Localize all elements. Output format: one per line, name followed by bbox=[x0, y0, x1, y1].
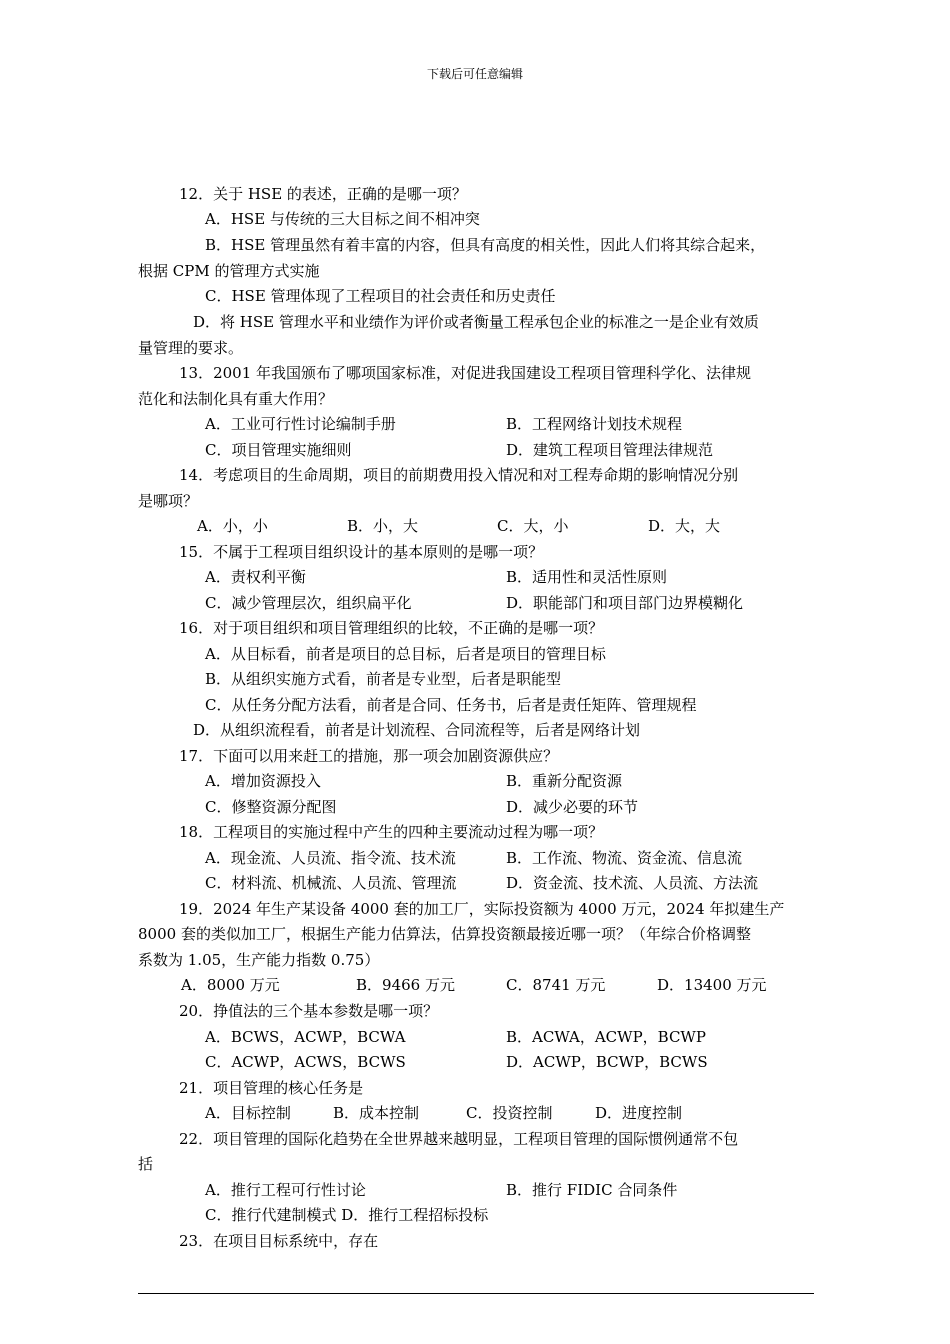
text-line: B．9466 万元 bbox=[356, 976, 455, 994]
text-line: D．建筑工程项目管理法律规范 bbox=[506, 441, 714, 459]
text-line: A．工业可行性讨论编制手册 bbox=[205, 415, 396, 433]
text-line: B．适用性和灵活性原则 bbox=[506, 568, 668, 586]
text-line: A．HSE 与传统的三大目标之间不相冲突 bbox=[205, 210, 480, 228]
text-line: D．ACWP，BCWP，BCWS bbox=[506, 1053, 708, 1071]
text-line: 量管理的要求。 bbox=[138, 339, 244, 357]
text-line: A．现金流、人员流、指令流、技术流 bbox=[205, 849, 456, 867]
text-line: 18．工程项目的实施过程中产生的四种主要流动过程为哪一项？ bbox=[179, 823, 604, 841]
text-line: D．资金流、技术流、人员流、方法流 bbox=[506, 874, 759, 892]
text-line: 括 bbox=[138, 1155, 154, 1173]
text-line: B．重新分配资源 bbox=[506, 772, 623, 790]
text-line: A．推行工程可行性讨论 bbox=[205, 1181, 366, 1199]
text-line: 12．关于 HSE 的表述，正确的是哪一项？ bbox=[179, 185, 467, 203]
text-line: A．从目标看，前者是项目的总目标，后者是项目的管理目标 bbox=[205, 645, 606, 663]
text-line: 22．项目管理的国际化趋势在全世界越来越明显，工程项目管理的国际惯例通常不包 bbox=[179, 1130, 739, 1148]
text-line: 根据 CPM 的管理方式实施 bbox=[138, 262, 320, 280]
text-line: C．材料流、机械流、人员流、管理流 bbox=[205, 874, 457, 892]
text-line: C．项目管理实施细则 bbox=[205, 441, 352, 459]
text-line: D．大，大 bbox=[648, 517, 721, 535]
text-line: A．增加资源投入 bbox=[205, 772, 321, 790]
text-line: 13．2001 年我国颁布了哪项国家标准，对促进我国建设工程项目管理科学化、法律规 bbox=[179, 364, 752, 382]
text-line: 14．考虑项目的生命周期，项目的前期费用投入情况和对工程寿命期的影响情况分别 bbox=[179, 466, 739, 484]
text-line: 19．2024 年生产某设备 4000 套的加工厂，实际投资额为 4000 万元，2024 年拟建生产 bbox=[179, 900, 785, 918]
text-line: C．8741 万元 bbox=[506, 976, 606, 994]
text-line: B．推行 FIDIC 合同条件 bbox=[506, 1181, 678, 1199]
text-line: C．ACWP，ACWS，BCWS bbox=[205, 1053, 406, 1071]
text-line: D．将 HSE 管理水平和业绩作为评价或者衡量工程承包企业的标准之一是企业有效质 bbox=[193, 313, 759, 331]
text-line: C．投资控制 bbox=[466, 1104, 553, 1122]
text-line: 15．不属于工程项目组织设计的基本原则的是哪一项？ bbox=[179, 543, 544, 561]
text-line: 系数为 1.05，生产能力指数 0.75） bbox=[138, 951, 380, 969]
text-line: C．从任务分配方法看，前者是合同、任务书，后者是责任矩阵、管理规程 bbox=[205, 696, 697, 714]
text-line: B．小，大 bbox=[347, 517, 419, 535]
text-line: 21．项目管理的核心任务是 bbox=[179, 1079, 364, 1097]
text-line: 16．对于项目组织和项目管理组织的比较，不正确的是哪一项？ bbox=[179, 619, 604, 637]
text-line: B．工程网络计划技术规程 bbox=[506, 415, 683, 433]
text-line: 范化和法制化具有重大作用？ bbox=[138, 390, 334, 408]
text-line: A．责权利平衡 bbox=[205, 568, 306, 586]
text-line: A．小，小 bbox=[197, 517, 268, 535]
text-line: C．修整资源分配图 bbox=[205, 798, 337, 816]
text-line: 23．在项目目标系统中，存在 bbox=[179, 1232, 379, 1250]
text-line: C．推行代建制模式 D．推行工程招标投标 bbox=[205, 1206, 489, 1224]
text-line: 是哪项？ bbox=[138, 492, 199, 510]
text-line: 8000 套的类似加工厂，根据生产能力估算法，估算投资额最接近哪一项？（年综合价格调整 bbox=[138, 925, 751, 943]
text-line: A．目标控制 bbox=[205, 1104, 291, 1122]
text-line: B．成本控制 bbox=[333, 1104, 420, 1122]
page-header: 下载后可任意编辑 bbox=[426, 67, 523, 81]
footer-rule bbox=[138, 1293, 814, 1294]
text-line: D．职能部门和项目部门边界模糊化 bbox=[506, 594, 744, 612]
text-line: D．13400 万元 bbox=[657, 976, 767, 994]
text-line: B．HSE 管理虽然有着丰富的内容，但具有高度的相关性，因此人们将其综合起来， bbox=[205, 236, 766, 254]
text-line: D．进度控制 bbox=[595, 1104, 683, 1122]
text-line: B．ACWA，ACWP，BCWP bbox=[506, 1028, 706, 1046]
text-line: C．HSE 管理体现了工程项目的社会责任和历史责任 bbox=[205, 287, 556, 305]
text-line: C．大，小 bbox=[497, 517, 569, 535]
text-line: B．从组织实施方式看，前者是专业型，后者是职能型 bbox=[205, 670, 562, 688]
text-line: A．8000 万元 bbox=[181, 976, 280, 994]
text-line: 20．挣值法的三个基本参数是哪一项？ bbox=[179, 1002, 439, 1020]
text-line: A．BCWS，ACWP，BCWA bbox=[205, 1028, 406, 1046]
text-line: D．减少必要的环节 bbox=[506, 798, 639, 816]
text-line: 17．下面可以用来赶工的措施，那一项会加剧资源供应？ bbox=[179, 747, 559, 765]
text-line: B．工作流、物流、资金流、信息流 bbox=[506, 849, 743, 867]
text-line: C．减少管理层次，组织扁平化 bbox=[205, 594, 412, 612]
text-line: D．从组织流程看，前者是计划流程、合同流程等，后者是网络计划 bbox=[193, 721, 641, 739]
